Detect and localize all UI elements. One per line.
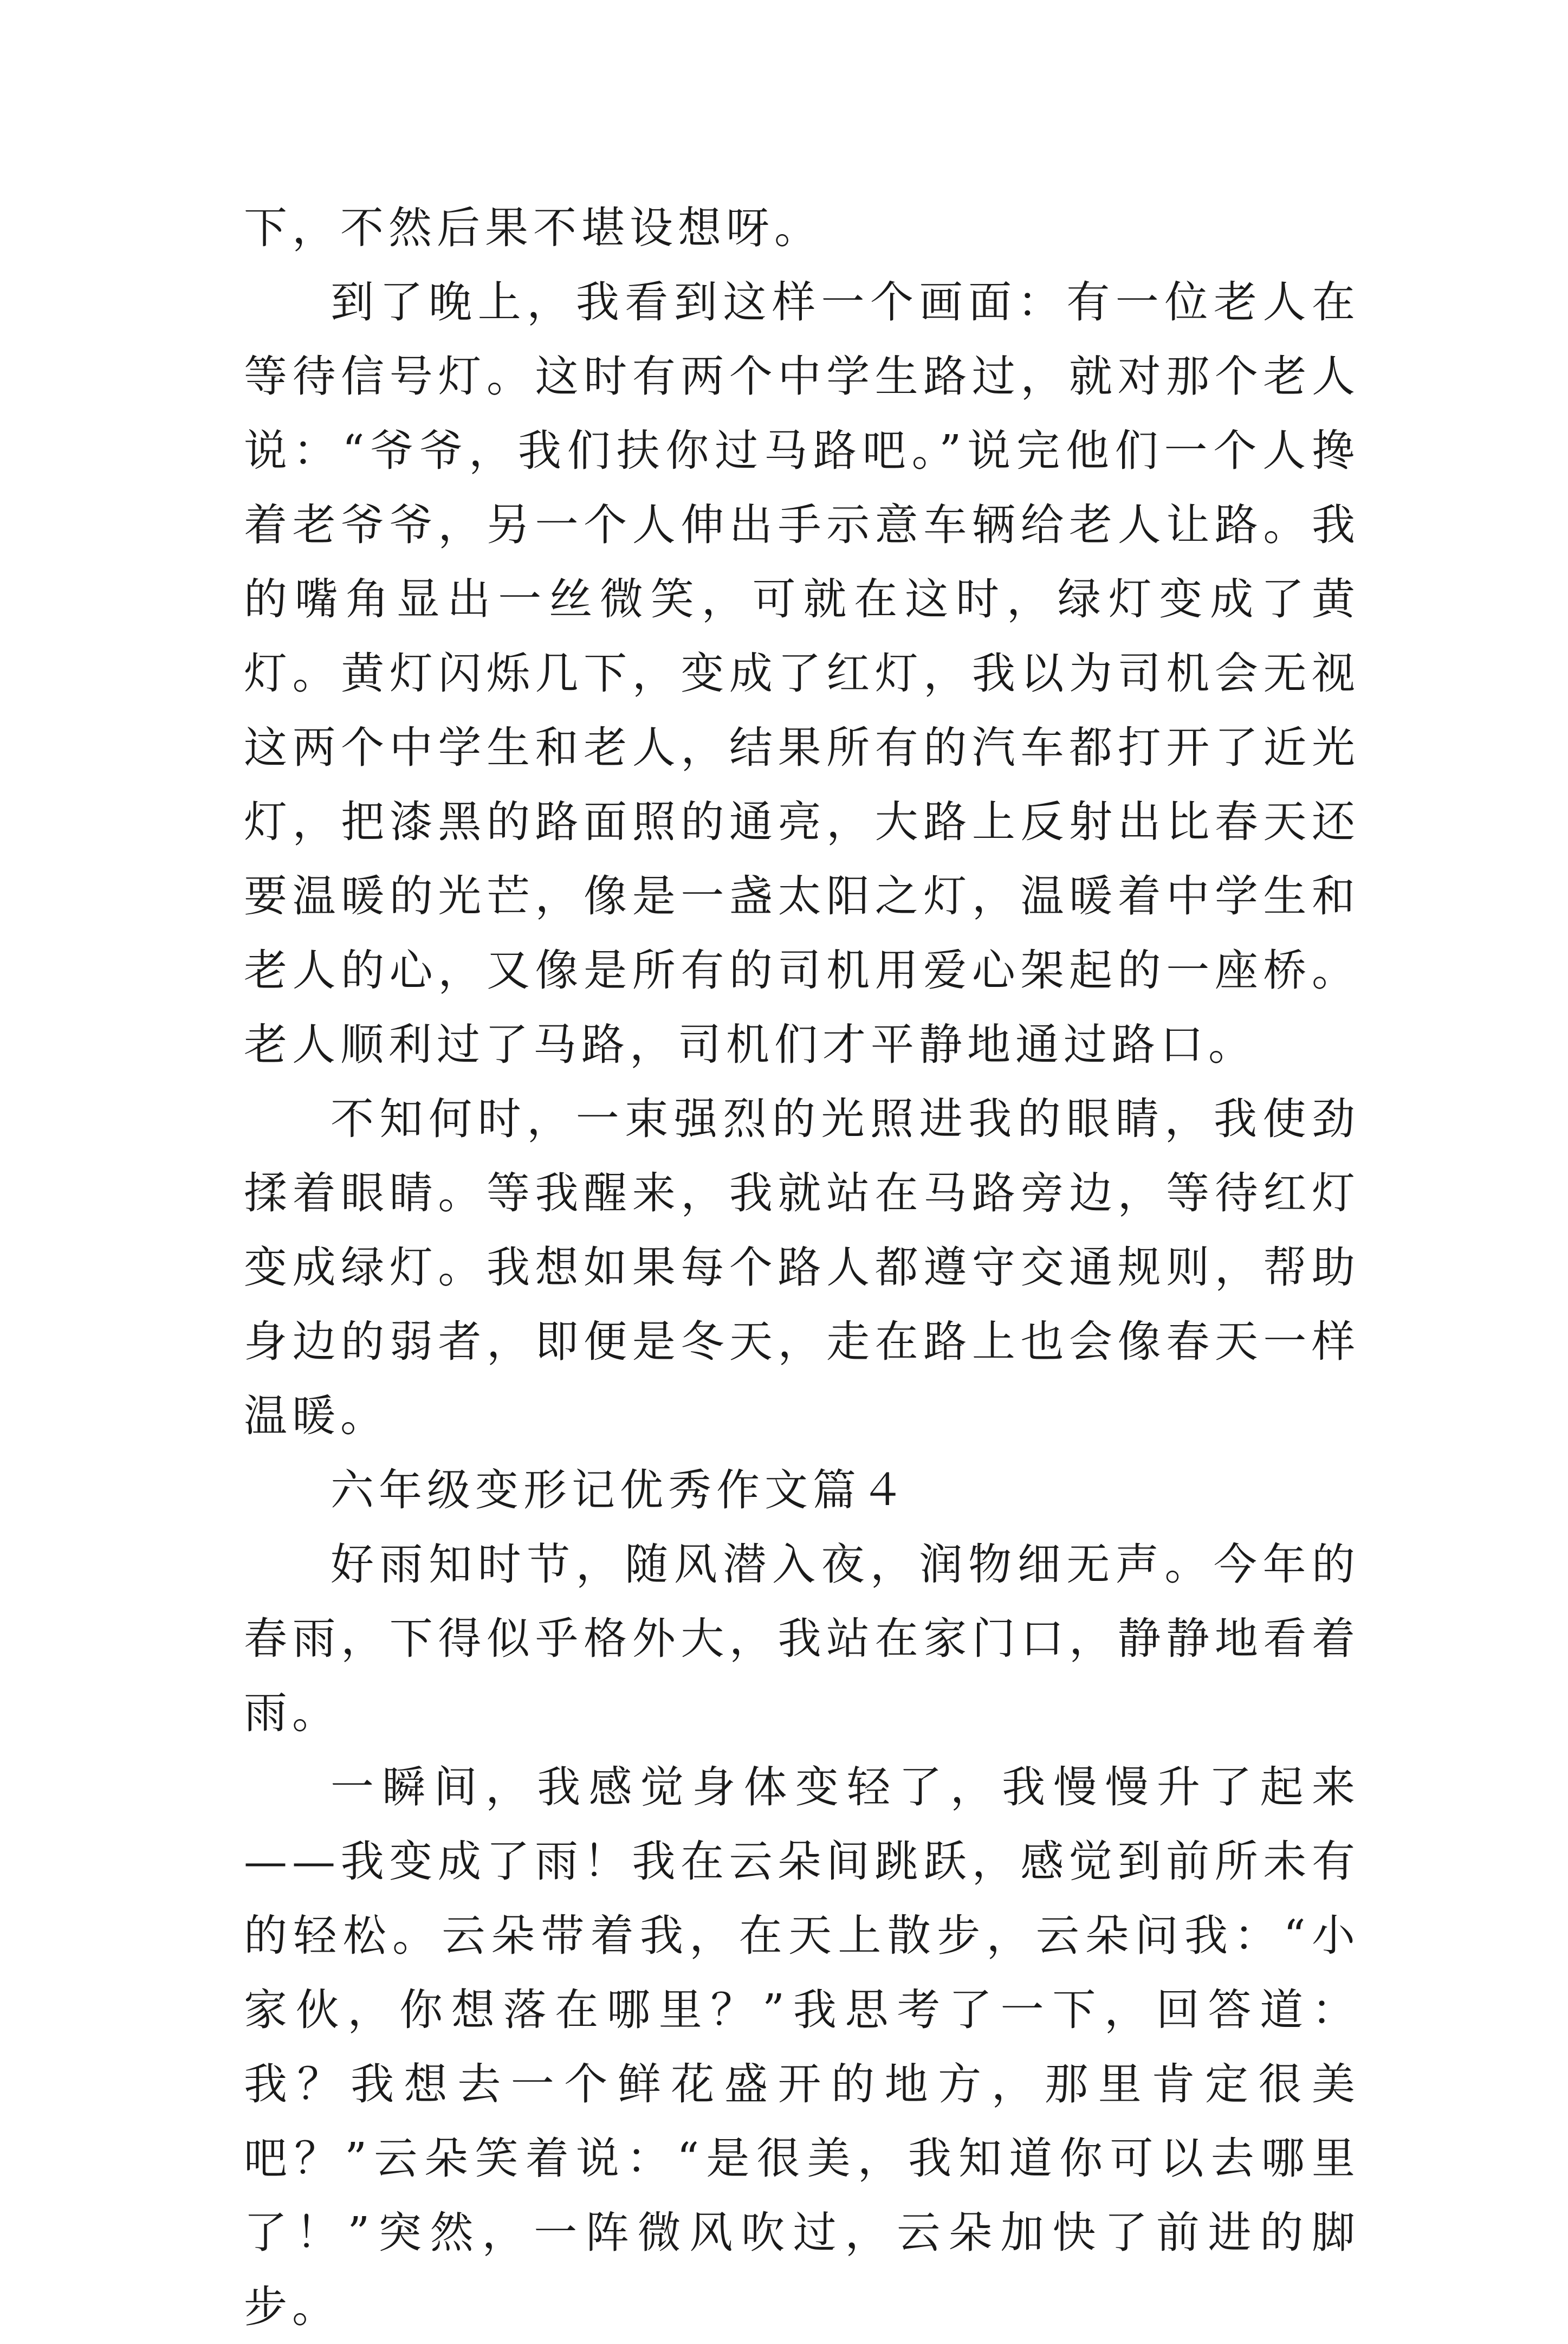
essay-body [244, 191, 1360, 2344]
paragraph-continuation: 下，不然后果不堪设想呀。 [244, 203, 822, 253]
paragraph-becoming-rain: 一瞬间，我感觉身体变轻了，我慢慢升了起来——我变成了雨！我在云朵间跳跃，感觉到前所未有的轻松。云朵带着我，在天上散步，云朵问我：“小家伙，你想落在哪里？”我思考了一下，回答道：我？我想去一个鲜花盛开的地方，那里肯定很美吧？”云朵笑着说：“是很美，我知道你可以去哪里了！”突然，一阵微风吹过，云朵加快了前进的脚步。 [244, 1762, 1360, 2332]
paragraph-evening-scene: 到了晚上，我看到这样一个画面：有一位老人在等待信号灯。这时有两个中学生路过，就对那个老人说：“爷爷，我们扶你过马路吧。”说完他们一个人搀着老爷爷，另一个人伸出手示意车辆给老人让路。我的嘴角显出一丝微笑，可就在这时，绿灯变成了黄灯。黄灯闪烁几下，变成了红灯，我以为司机会无视这两个中学生和老人，结果所有的汽车都打开了近光灯，把漆黑的路面照的通亮，大路上反射出比春天还要温暖的光芒，像是一盏太阳之灯，温暖着中学生和老人的心，又像是所有的司机用爱心架起的一座桥。老人顺利过了马路，司机们才平静地通过路口。 [244, 277, 1360, 1070]
paragraph-waking-up: 不知何时，一束强烈的光照进我的眼睛，我使劲揉着眼睛。等我醒来，我就站在马路旁边，等待红灯变成绿灯。我想如果每个路人都遵守交通规则，帮助身边的弱者，即便是冬天，走在路上也会像春天一样温暖。 [244, 1094, 1360, 1441]
essay-heading: 六年级变形记优秀作文篇４ [331, 1465, 909, 1515]
paragraph-spring-rain: 好雨知时节，随风潜入夜，润物细无声。今年的春雨，下得似乎格外大，我站在家门口，静静地看着雨。 [244, 1539, 1360, 1738]
